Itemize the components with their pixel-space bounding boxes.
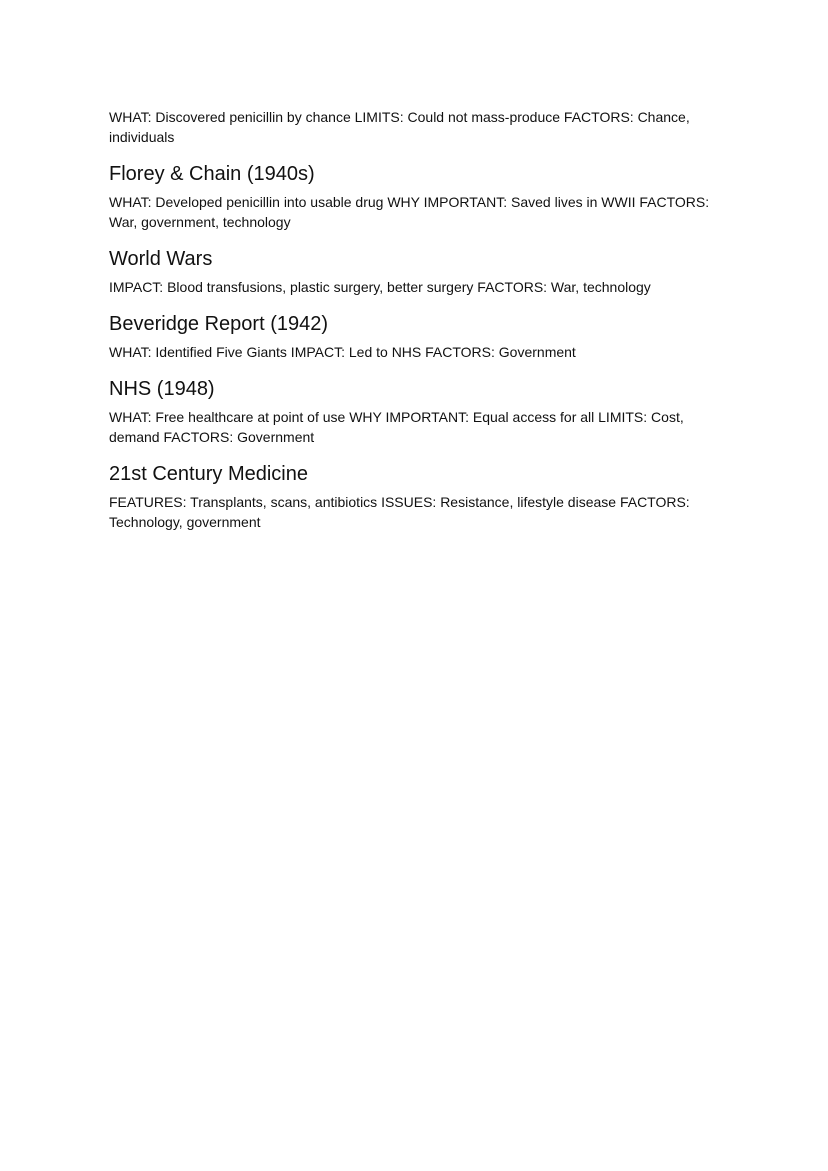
section-body: IMPACT: Blood transfusions, plastic surgery, better surgery FACTORS: War, technology xyxy=(109,279,651,295)
section-world-wars xyxy=(109,247,721,297)
section-heading: 21st Century Medicine xyxy=(109,463,308,485)
section-beveridge-report xyxy=(109,312,721,362)
intro-paragraph: WHAT: Discovered penicillin by chance LIMITS: Could not mass-produce FACTORS: Chance, individuals xyxy=(109,109,690,145)
section-florey-chain xyxy=(109,162,721,232)
section-heading: Florey & Chain (1940s) xyxy=(109,163,315,185)
section-body: FEATURES: Transplants, scans, antibiotics ISSUES: Resistance, lifestyle disease FACTORS: Technology, government xyxy=(109,494,690,530)
section-heading: Beveridge Report (1942) xyxy=(109,313,329,335)
section-body: WHAT: Free healthcare at point of use WHY IMPORTANT: Equal access for all LIMITS: Cost, demand FACTORS: Government xyxy=(109,409,684,445)
section-nhs xyxy=(109,377,721,447)
section-heading: NHS (1948) xyxy=(109,378,215,400)
section-21st-century-medicine xyxy=(109,462,721,532)
document-page xyxy=(109,107,721,532)
section-body: WHAT: Identified Five Giants IMPACT: Led to NHS FACTORS: Government xyxy=(109,344,576,360)
section-heading: World Wars xyxy=(109,248,213,270)
section-body: WHAT: Developed penicillin into usable drug WHY IMPORTANT: Saved lives in WWII FACTORS: War, government, technology xyxy=(109,194,710,230)
